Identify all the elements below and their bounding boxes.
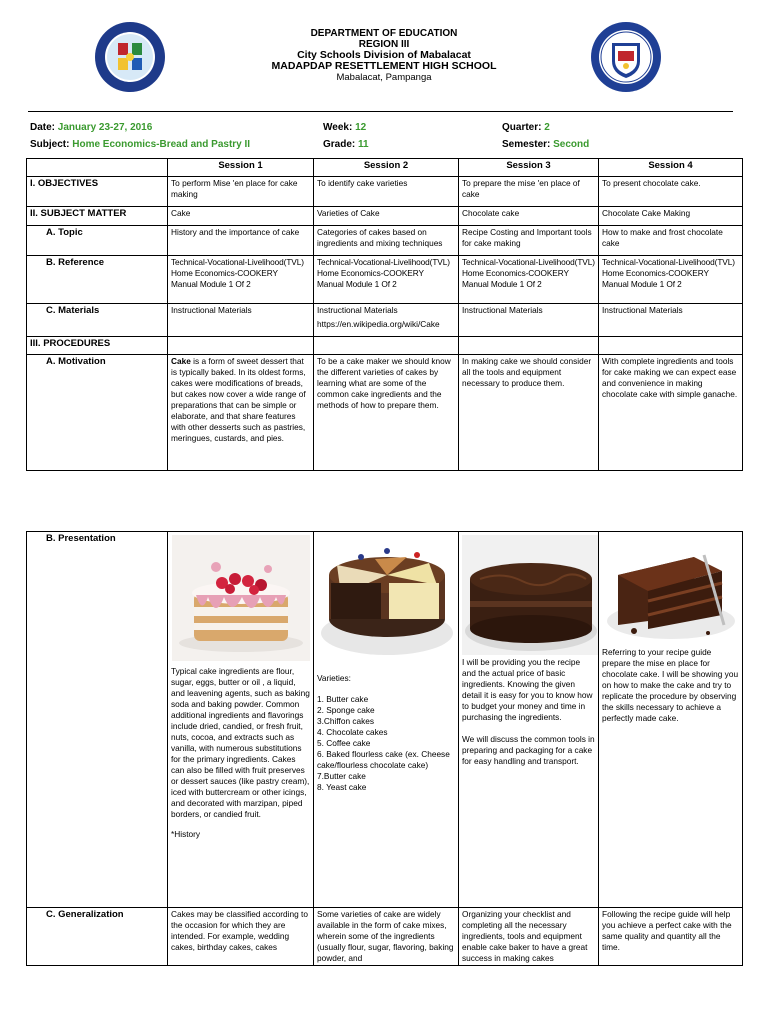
- presentation-s1-text: Typical cake ingredients are flour, sugar, eggs, butter or oil , a liquid, and leavening agents, such as baking soda and baking powder. Common additional ingredients and flavorings include dried, candied, or fresh fruit, nuts, cocoa, and extracts such as vanilla, with numerous substitutions for the primary ingredients. Cakes can also be filled with fruit preserves or dessert sauces (like pastry cream), iced with buttercream or other icings, and decorated with marzipan, piped borders, or candied fruit.: [171, 666, 310, 819]
- subject-matter-row: [27, 207, 743, 226]
- topic-label: A. Topic: [27, 226, 168, 256]
- deped-national-seal-logo: [590, 21, 662, 93]
- objectives-s3: To prepare the mise 'en place of cake: [459, 177, 599, 207]
- presentation-label: B. Presentation: [27, 532, 168, 908]
- presentation-s3-text-2: We will discuss the common tools in preparing and packaging for a cake for easy handling and transport.: [462, 734, 595, 766]
- presentation-s1-note: *History: [171, 829, 201, 839]
- motivation-s1: Cake is a form of sweet dessert that is typically baked. In its oldest forms, cakes were modifications of breads, but cakes now cover a wide range of preparations that can be simple or elaborate, and that share features with other desserts such as pastries, meringues, custards, and pies.: [168, 355, 314, 471]
- motivation-label: A. Motivation: [27, 355, 168, 471]
- generalization-s3: Organizing your checklist and completing all the necessary ingredients, tools and equipment enable cake baker to have a great success in making cakes: [459, 908, 599, 966]
- subject-matter-s3: Chocolate cake: [459, 207, 599, 226]
- quarter-field: Quarter: 2: [502, 122, 550, 133]
- reference-row: [27, 256, 743, 304]
- variety-item: 5. Coffee cake: [317, 738, 371, 748]
- objectives-row: [27, 177, 743, 207]
- week-field: Week: 12: [323, 122, 367, 133]
- objectives-s2: To identify cake varieties: [314, 177, 459, 207]
- presentation-s3-text: I will be providing you the recipe and the actual price of basic ingredients. Knowing the given detail it is easy for you to know how to budget your money and time in purchasing the ingredients.: [462, 657, 593, 722]
- topic-s4: How to make and frost chocolate cake: [599, 226, 743, 256]
- generalization-s4: Following the recipe guide will help you achieve a perfect cake with the same quality and quantity all the time.: [599, 908, 743, 966]
- session-header-row: [27, 159, 743, 177]
- subject-matter-label: II. SUBJECT MATTER: [27, 207, 168, 226]
- motivation-s2: To be a cake maker we should know the different varieties of cakes by learning what are some of the common cake ingredients and the methods of how to prepare them.: [314, 355, 459, 471]
- division-name: City Schools Division of Mabalacat: [297, 49, 471, 61]
- variety-item: 6. Baked flourless cake (ex. Cheese cake/flourless chocolate cake): [317, 749, 450, 770]
- session-1-header: Session 1: [168, 159, 314, 177]
- presentation-s2: [314, 532, 459, 908]
- reference-s3: Technical-Vocational-Livelihood(TVL) Home Economics-COOKERY Manual Module 1 Of 2: [459, 256, 599, 304]
- chocolate-cake-photo: [462, 535, 599, 655]
- cake-varieties-photo: [317, 535, 457, 661]
- reference-s2: Technical-Vocational-Livelihood(TVL) Home Economics-COOKERY Manual Module 1 Of 2: [314, 256, 459, 304]
- variety-item: 8. Yeast cake: [317, 782, 367, 792]
- motivation-s4: With complete ingredients and tools for cake making we can expect ease and convenience in making chocolate cake with simple ganache.: [599, 355, 743, 471]
- reference-s4: Technical-Vocational-Livelihood(TVL) Home Economics-COOKERY Manual Module 1 Of 2: [599, 256, 743, 304]
- variety-item: 2. Sponge cake: [317, 705, 375, 715]
- lesson-plan-table-bottom: [26, 531, 743, 966]
- materials-s4: Instructional Materials: [599, 304, 743, 337]
- variety-item: 7.Butter cake: [317, 771, 366, 781]
- grade-value: 11: [358, 139, 369, 150]
- subject-matter-s4: Chocolate Cake Making: [599, 207, 743, 226]
- materials-s1: Instructional Materials: [168, 304, 314, 337]
- variety-item: 3.Chiffon cakes: [317, 716, 375, 726]
- variety-item: 4. Chocolate cakes: [317, 727, 388, 737]
- semester-field: Semester: Second: [502, 139, 590, 150]
- subject-value: Home Economics-Bread and Pastry II: [72, 139, 251, 150]
- variety-item: 1. Butter cake: [317, 694, 369, 704]
- procedures-label: III. PROCEDURES: [27, 337, 168, 355]
- topic-s2: Categories of cakes based on ingredients and mixing techniques: [314, 226, 459, 256]
- reference-s1: Technical-Vocational-Livelihood(TVL) Home Economics-COOKERY Manual Module 1 Of 2: [168, 256, 314, 304]
- school-location: Mabalacat, Pampanga: [336, 72, 432, 83]
- materials-row: [27, 304, 743, 337]
- procedures-row: [27, 337, 743, 355]
- reference-label: B. Reference: [27, 256, 168, 304]
- blank-corner-cell: [27, 159, 168, 177]
- presentation-s1: [168, 532, 314, 908]
- materials-s2: Instructional Materials https://en.wikipedia.org/wiki/Cake: [314, 304, 459, 337]
- lesson-plan-table-top: [26, 158, 743, 471]
- topic-row: [27, 226, 743, 256]
- topic-s3: Recipe Costing and Important tools for cake making: [459, 226, 599, 256]
- presentation-row: [27, 532, 743, 908]
- session-4-header: Session 4: [599, 159, 743, 177]
- session-2-header: Session 2: [314, 159, 459, 177]
- chocolate-cake-slice-photo: [604, 535, 738, 643]
- region-name: REGION III: [358, 39, 410, 50]
- generalization-s2: Some varieties of cake are widely available in the form of cake mixes, wherein some of the ingredients (usually flour, sugar, flavoring, baking powder, and: [314, 908, 459, 966]
- date-value: January 23-27, 2016: [57, 122, 153, 133]
- objectives-s1: To perform Mise 'en place for cake making: [168, 177, 314, 207]
- grade-field: Grade: 11: [323, 139, 369, 150]
- topic-s1: History and the importance of cake: [168, 226, 314, 256]
- week-value: 12: [355, 122, 367, 133]
- date-field: Date: January 23-27, 2016: [30, 122, 153, 133]
- motivation-s3: In making cake we should consider all the tools and equipment necessary to produce them.: [459, 355, 599, 471]
- generalization-label: C. Generalization: [27, 908, 168, 966]
- subject-field: Subject: Home Economics-Bread and Pastry II: [30, 139, 251, 150]
- school-name: MADAPDAP RESETTLEMENT HIGH SCHOOL: [271, 60, 497, 72]
- dept-name: DEPARTMENT OF EDUCATION: [310, 28, 458, 39]
- session-3-header: Session 3: [459, 159, 599, 177]
- materials-s3: Instructional Materials: [459, 304, 599, 337]
- materials-label: C. Materials: [27, 304, 168, 337]
- generalization-row: [27, 908, 743, 966]
- subject-matter-s1: Cake: [168, 207, 314, 226]
- subject-matter-s2: Varieties of Cake: [314, 207, 459, 226]
- objectives-s4: To present chocolate cake.: [599, 177, 743, 207]
- objectives-label: I. OBJECTIVES: [27, 177, 168, 207]
- strawberry-cake-photo: [172, 535, 310, 661]
- quarter-value: 2: [544, 122, 550, 133]
- varieties-title: Varieties:: [317, 673, 351, 683]
- varieties-list: [317, 694, 455, 793]
- presentation-s4: [599, 532, 743, 908]
- generalization-s1: Cakes may be classified according to the occasion for which they are intended. For example, wedding cakes, birthday cakes, cakes: [168, 908, 314, 966]
- motivation-row: [27, 355, 743, 471]
- deped-division-seal-logo: [94, 21, 166, 93]
- presentation-s4-text: Referring to your recipe guide prepare the mise en place for chocolate cake. I will be showing you on how to make the cake and try to replicate the procedure by observing the skills necessary to achieve a perfectly made cake.: [602, 647, 739, 723]
- presentation-s3: [459, 532, 599, 908]
- semester-value: Second: [553, 139, 590, 150]
- header-divider: [28, 111, 733, 112]
- letterhead: [200, 28, 568, 83]
- wikipedia-cake-link[interactable]: https://en.wikipedia.org/wiki/Cake: [317, 319, 440, 329]
